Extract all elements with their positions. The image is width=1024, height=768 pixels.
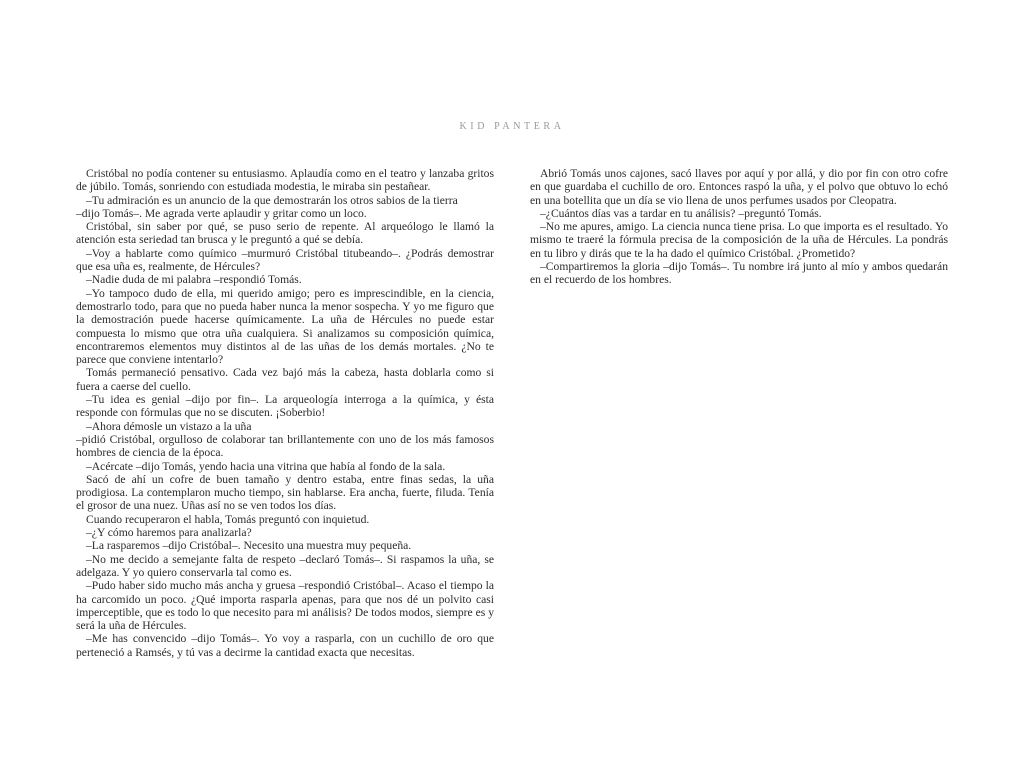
paragraph: Sacó de ahí un cofre de buen tamaño y dentro estaba, entre finas sedas, la uña prodigiosa. La contemplaron mucho tiempo, sin hablarse. Era ancha, fuerte, filuda. Tenía el grosor de una nuez. Uñas así no se ven todos los días. [76,472,494,513]
paragraph: –Voy a hablarte como químico –murmuró Cristóbal titubeando–. ¿Podrás demostrar que esa uña es, realmente, de Hércules? [76,246,494,274]
paragraph: –¿Y cómo haremos para analizarla? [86,526,252,540]
paragraph: –Tu admiración es un anuncio de la que demostrarán los otros sabios de la tierra [86,193,458,207]
paragraph: Abrió Tomás unos cajones, sacó llaves por aquí y por allá, y dio por fin con otro cofre en que guardaba el cuchillo de oro. Entonces raspó la uña, y el polvo que obtuvo lo echó en una botellita que un día se vio llena de unos perfumes usados por Cleopatra. [530,167,948,207]
paragraph: Cuando recuperaron el habla, Tomás preguntó con inquietud. [86,512,370,526]
paragraph: –Yo tampoco dudo de ella, mi querido amigo; pero es imprescindible, en la ciencia, demostrarlo todo, para que no pueda haber nunca la menor sospecha. Y yo me figuro que la demostración puede hacerse químicamente. La uña de Hércules no puede estar compuesta lo mismo que otra uña cualquiera. Si analizamos su composición química, encontraremos elementos muy distintos al de las uñas de los demás mortales. ¿No te parece que conviene intentarlo? [76,286,494,367]
paragraph: Cristóbal no podía contener su entusiasmo. Aplaudía como en el teatro y lanzaba gritos de júbilo. Tomás, sonriendo con estudiada modestia, le miraba sin pestañear. [76,167,494,194]
paragraph: –La rasparemos –dijo Cristóbal–. Necesito una muestra muy pequeña. [86,539,412,553]
paragraph: –No me apures, amigo. La ciencia nunca tiene prisa. Lo que importa es el resultado. Yo mismo te traeré la fórmula precisa de la composición de la uña de Hércules. La pondrás en tu libro y dirás que te la ha dado el químico Cristóbal. ¿Prometido? [530,220,948,260]
paragraph: –Acércate –dijo Tomás, yendo hacia una vitrina que había al fondo de la sala. [86,459,446,473]
paragraph: –Pudo haber sido mucho más ancha y gruesa –respondió Cristóbal–. Acaso el tiempo la ha carcomido un poco. ¿Qué importa rasparla apenas, para que nos dé un polvito casi imperceptible, que es todo lo que necesito para mi análisis? De todos modos, siempre es y será la uña de Hércules. [76,579,494,633]
paragraph: Tomás permaneció pensativo. Cada vez bajó más la cabeza, hasta doblarla como si fuera a caerse del cuello. [76,366,494,393]
paragraph: –Compartiremos la gloria –dijo Tomás–. Tu nombre irá junto al mío y ambos quedarán en el recuerdo de los hombres. [530,260,948,287]
running-header: KID PANTERA [459,121,565,132]
paragraph: –Tu idea es genial –dijo por fin–. La arqueología interroga a la química, y ésta responde con fórmulas que no se discuten. ¡Soberbio! [76,393,494,420]
paragraph: –Me has convencido –dijo Tomás–. Yo voy a rasparla, con un cuchillo de oro que perteneció a Ramsés, y tú vas a decirme la cantidad exacta que necesitas. [76,632,494,659]
left-text-column [76,167,494,659]
paragraph: –Nadie duda de mi palabra –respondió Tomás. [86,273,302,287]
paragraph: –pidió Cristóbal, orgulloso de colaborar tan brillantemente con uno de los más famosos hombres de ciencia de la época. [76,432,494,460]
paragraph: –No me decido a semejante falta de respeto –declaró Tomás–. Si raspamos la uña, se adelgaza. Y yo quiero conservarla tal como es. [76,552,494,579]
right-text-column [530,167,948,287]
paragraph: –¿Cuántos días vas a tardar en tu análisis? –preguntó Tomás. [540,206,822,220]
paragraph: Cristóbal, sin saber por qué, se puso serio de repente. Al arqueólogo le llamó la atención esta seriedad tan brusca y le preguntó a qué se debía. [76,220,494,247]
paragraph: –Ahora démosle un vistazo a la uña [86,419,252,433]
paragraph: –dijo Tomás–. Me agrada verte aplaudir y gritar como un loco. [76,206,367,220]
